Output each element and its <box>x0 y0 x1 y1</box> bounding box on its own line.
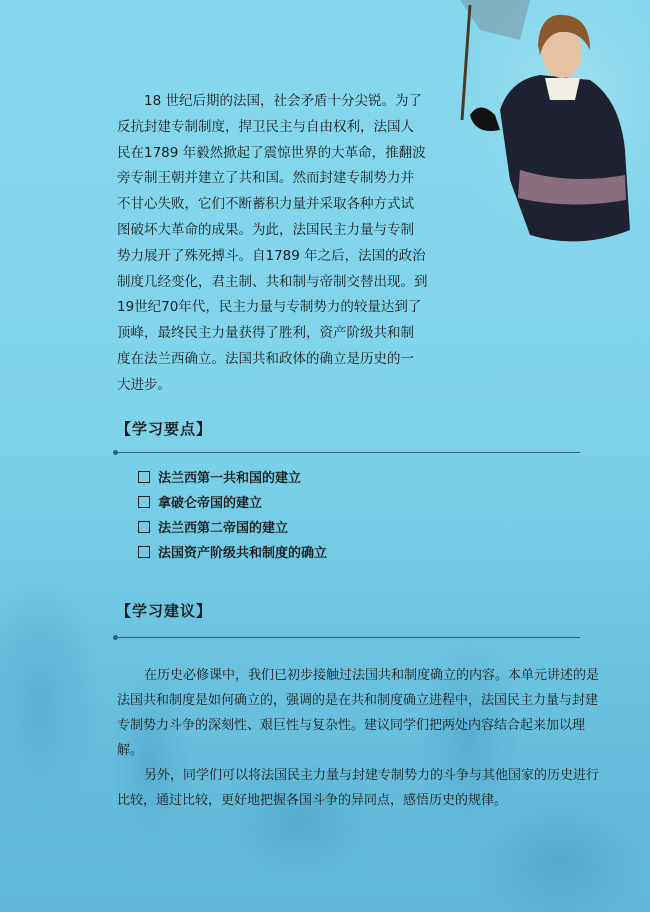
divider <box>116 637 580 638</box>
key-points-heading: 【学习要点】 <box>116 420 213 438</box>
key-point-label: 拿破仑帝国的建立 <box>158 496 263 511</box>
key-point-item <box>138 516 327 541</box>
suggestion-line: 解。 <box>117 743 144 758</box>
intro-line: 大进步。 <box>117 376 171 393</box>
intro-line: 旁专制王朝并建立了共和国。然而封建专制势力并 <box>117 170 414 187</box>
suggestion-line: 专制势力斗争的深刻性、艰巨性与复杂性。建议同学们把两处内容结合起来加以理 <box>117 718 586 733</box>
intro-line: 18 世纪后期的法国，社会矛盾十分尖锐。为了 <box>144 93 422 109</box>
suggestions-text <box>117 663 600 813</box>
suggestion-line: 另外，同学们可以将法国民主力量与封建专制势力的斗争与其他国家的历史进行 <box>144 768 600 783</box>
intro-paragraph <box>117 89 428 399</box>
napoleon-illustration <box>440 0 650 260</box>
checkbox-icon <box>138 521 150 533</box>
checkbox-icon <box>138 496 150 508</box>
suggestion-line: 在历史必修课中，我们已初步接触过法国共和制度确立的内容。本单元讲述的是 <box>144 668 600 683</box>
intro-line: 民在1789 年毅然掀起了震惊世界的大革命，推翻波 <box>117 144 426 161</box>
intro-line: 制度几经变化，君主制、共和制与帝制交替出现。到 <box>117 273 428 290</box>
key-point-label: 法国资产阶级共和制度的确立 <box>158 546 328 561</box>
key-point-label: 法兰西第二帝国的建立 <box>158 521 289 536</box>
checkbox-icon <box>138 471 150 483</box>
key-points-list <box>138 466 327 566</box>
key-point-label: 法兰西第一共和国的建立 <box>158 471 302 486</box>
suggestion-line: 比较，通过比较，更好地把握各国斗争的异同点，感悟历史的规律。 <box>117 793 508 808</box>
intro-line: 19世纪70年代，民主力量与专制势力的较量达到了 <box>117 299 422 316</box>
intro-line: 势力展开了殊死搏斗。自1789 年之后，法国的政治 <box>117 247 426 264</box>
suggestions-heading: 【学习建议】 <box>116 602 213 620</box>
key-point-item <box>138 466 327 491</box>
suggestion-line: 法国共和制度是如何确立的，强调的是在共和制度确立进程中，法国民主力量与封建 <box>117 693 599 708</box>
key-point-item <box>138 541 327 566</box>
intro-line: 反抗封建专制制度，捍卫民主与自由权利，法国人 <box>117 118 414 135</box>
intro-line: 度在法兰西确立。法国共和政体的确立是历史的一 <box>117 350 414 367</box>
key-point-item <box>138 491 327 516</box>
divider <box>116 452 580 453</box>
checkbox-icon <box>138 546 150 558</box>
intro-line: 顶峰，最终民主力量获得了胜利，资产阶级共和制 <box>117 325 414 342</box>
intro-line: 图破坏大革命的成果。为此，法国民主力量与专制 <box>117 221 414 238</box>
intro-line: 不甘心失败，它们不断蓄积力量并采取各种方式试 <box>117 196 414 213</box>
